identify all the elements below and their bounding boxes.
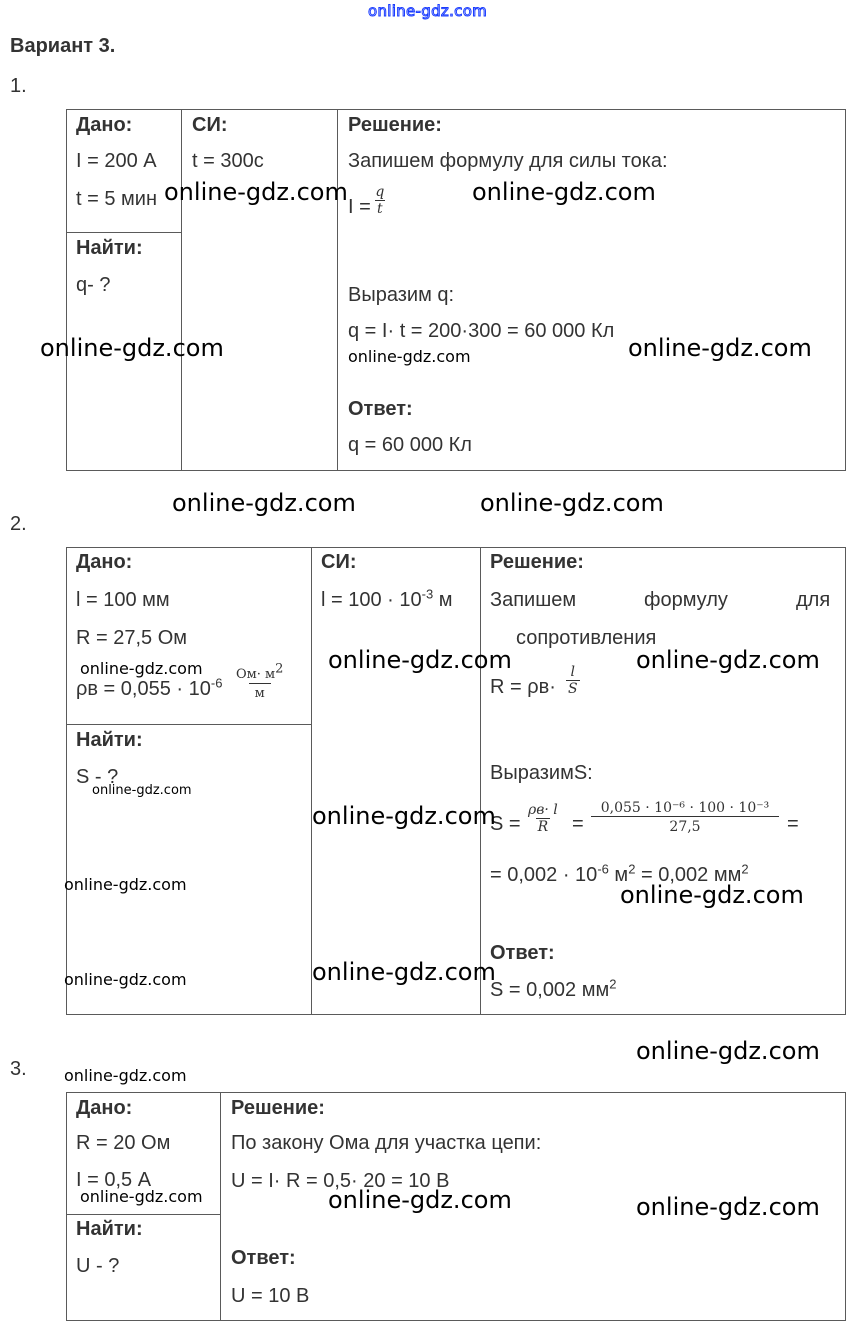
watermark: online-gdz.com	[636, 1193, 820, 1221]
solution-line-2: ВыразимS:	[490, 762, 593, 784]
si-heading: СИ:	[321, 551, 357, 573]
resistance-denominator: S	[568, 681, 578, 697]
formula-lhs: I =	[348, 196, 371, 218]
watermark: online-gdz.com	[312, 958, 496, 986]
si-value: t = 300с	[192, 150, 264, 172]
watermark: online-gdz.com	[80, 1187, 203, 1206]
watermark: online-gdz.com	[80, 659, 203, 678]
formula-fraction	[375, 184, 385, 217]
formula-numerator: q	[375, 184, 385, 200]
solution-word-2: формулу	[644, 589, 728, 611]
watermark: online-gdz.com	[620, 881, 804, 909]
watermark: online-gdz.com	[92, 783, 192, 798]
watermark: online-gdz.com	[172, 489, 356, 517]
resistance-fraction	[566, 664, 580, 697]
watermark: online-gdz.com	[328, 1186, 512, 1214]
area-fraction-1-numerator: ρв· l	[528, 802, 558, 818]
area-equals-1: =	[572, 813, 584, 835]
solution-line-3: q = I· t = 200·300 = 60 000 Кл	[348, 320, 615, 342]
unit-denominator: м	[249, 683, 271, 702]
find-heading: Найти:	[76, 237, 143, 259]
solution-line-2: U = I· R = 0,5· 20 = 10 В	[231, 1170, 450, 1192]
given-length: l = 100 мм	[76, 589, 170, 611]
given-heading: Дано:	[76, 551, 133, 573]
solution-heading: Решение:	[231, 1097, 325, 1119]
area-fraction-2	[591, 800, 779, 835]
si-value: $l = 100 \cdot 10^{-3}$ м	[321, 586, 453, 611]
watermark: online-gdz.com	[480, 489, 664, 517]
watermark: online-gdz.com	[64, 970, 187, 989]
solution-word-4: сопротивления	[516, 627, 657, 649]
area-formula-lhs: S =	[490, 813, 521, 835]
problem-2-number: 2.	[10, 513, 27, 535]
area-equals-2: =	[787, 813, 799, 835]
answer-value: S = 0,002 $мм^2$	[490, 976, 617, 1001]
area-fraction-2-numerator: 0,055 · 10⁻⁶ · 100 · 10⁻³	[600, 800, 770, 816]
solution-line-1: Запишем формулу для силы тока:	[348, 150, 668, 172]
watermark: online-gdz.com	[164, 178, 348, 206]
resistance-formula-lhs: R = ρв·	[490, 676, 556, 698]
find-heading: Найти:	[76, 1218, 143, 1240]
given-heading: Дано:	[76, 1097, 133, 1119]
answer-value: q = 60 000 Кл	[348, 434, 472, 456]
unit-numerator: $Ом\cdot м^2$	[236, 661, 284, 682]
variant-title: Вариант 3.	[10, 35, 116, 57]
area-fraction-1	[528, 802, 558, 835]
problem-1-number: 1.	[10, 75, 27, 97]
resistance-numerator: l	[570, 664, 576, 680]
answer-heading: Ответ:	[231, 1247, 296, 1269]
find-value: S - ?	[76, 766, 119, 788]
solution-word-1: Запишем	[490, 589, 577, 611]
solution-heading: Решение:	[348, 114, 442, 136]
answer-heading: Ответ:	[348, 398, 413, 420]
given-time: t = 5 мин	[76, 188, 157, 210]
watermark: online-gdz.com	[312, 802, 496, 830]
watermark: online-gdz.com	[348, 347, 471, 366]
watermark: online-gdz.com	[64, 875, 187, 894]
given-resistance: R = 27,5 Ом	[76, 627, 188, 649]
solution-line-1: По закону Ома для участка цепи:	[231, 1132, 542, 1154]
find-heading: Найти:	[76, 729, 143, 751]
watermark: online-gdz.com	[628, 334, 812, 362]
given-current: I = 0,5 А	[76, 1169, 152, 1191]
watermark: online-gdz.com	[40, 334, 224, 362]
si-heading: СИ:	[192, 114, 228, 136]
given-current: I = 200 А	[76, 150, 157, 172]
watermark: online-gdz.com	[328, 646, 512, 674]
watermark: online-gdz.com	[64, 1066, 187, 1085]
formula-denominator: t	[377, 201, 383, 217]
given-resistance: R = 20 Ом	[76, 1132, 171, 1154]
solution-heading: Решение:	[490, 551, 584, 573]
top-watermark: online-gdz.com	[368, 2, 488, 20]
watermark: online-gdz.com	[636, 1037, 820, 1065]
solution-word-3: для	[796, 589, 831, 611]
solution-line-2: Выразим q:	[348, 284, 455, 306]
answer-value: U = 10 В	[231, 1285, 310, 1307]
problem-3-number: 3.	[10, 1058, 27, 1080]
resistivity-unit	[236, 661, 284, 702]
area-fraction-2-denominator: 27,5	[591, 816, 779, 835]
solution-line-3: = $0,002 \cdot 10^{-6}$ $м^2 = 0,002$ $мм^2$	[490, 861, 749, 886]
given-heading: Дано:	[76, 114, 133, 136]
watermark: online-gdz.com	[636, 646, 820, 674]
watermark: online-gdz.com	[472, 178, 656, 206]
find-value: U - ?	[76, 1255, 120, 1277]
given-resistivity: $\rho в = 0,055 \cdot 10^{-6}$	[76, 675, 223, 700]
find-value: q- ?	[76, 274, 111, 296]
area-fraction-1-denominator: R	[537, 819, 549, 835]
answer-heading: Ответ:	[490, 942, 555, 964]
